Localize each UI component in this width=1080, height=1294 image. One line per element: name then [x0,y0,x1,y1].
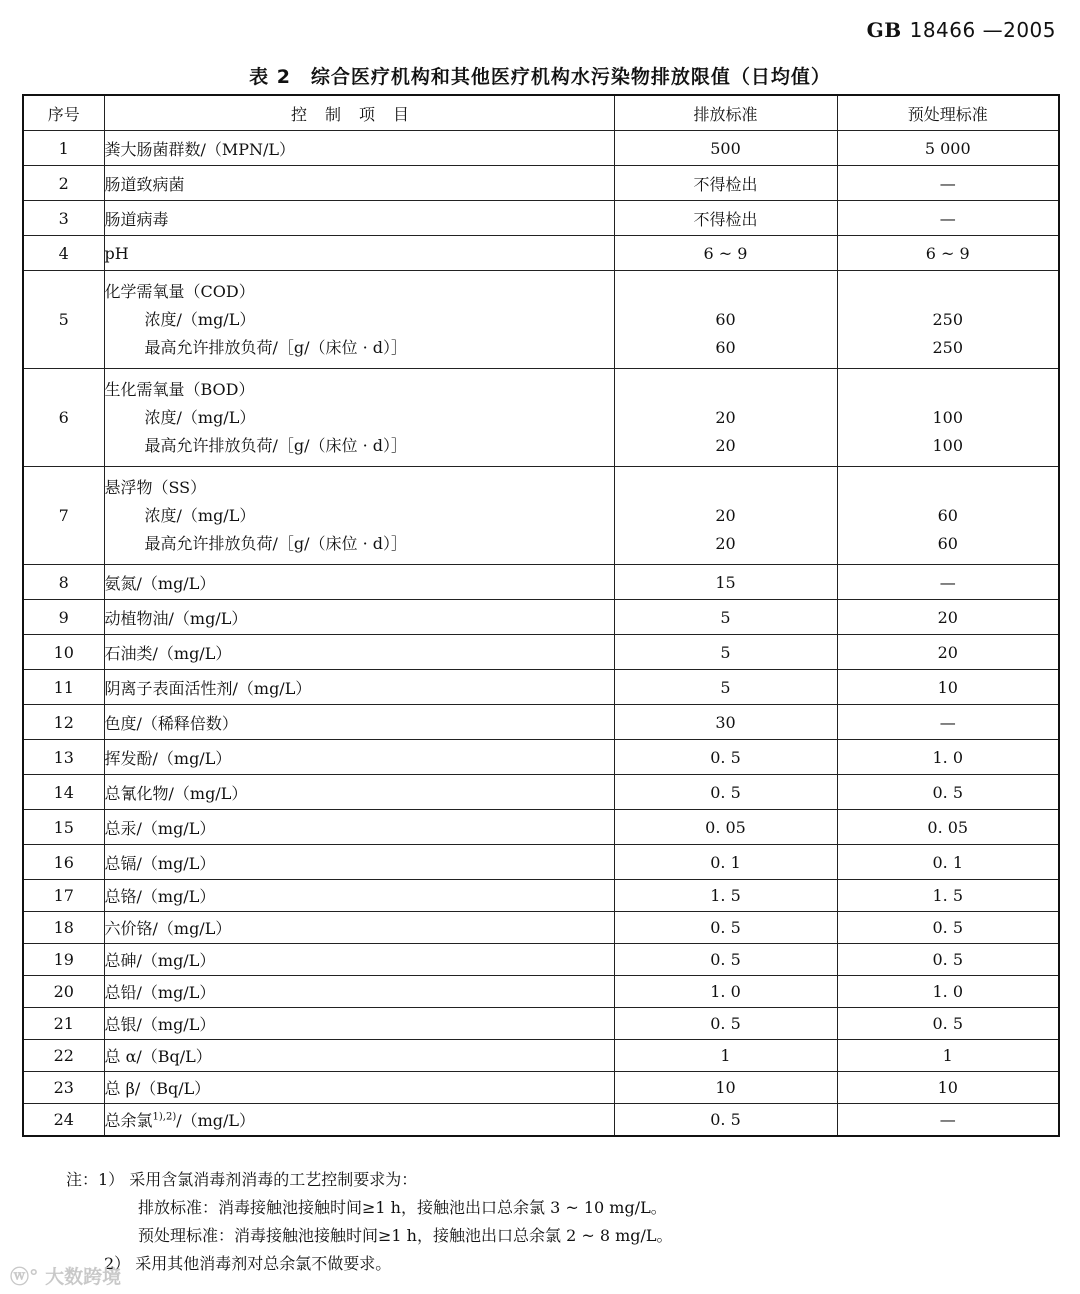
row-pretreat: 0. 5 [837,944,1059,976]
table-row [23,775,1059,810]
row-item: 氨氮/（mg/L） [104,565,614,600]
standard-prefix: GB [866,18,902,42]
table-header-row [23,95,1059,131]
standard-number: 18466 —2005 [909,18,1056,42]
row-pretreat: — [837,201,1059,236]
row-pretreat: 10 [837,1072,1059,1104]
row-item: 总镉/（mg/L） [104,845,614,880]
table-row [23,705,1059,740]
row-pretreat: 0. 5 [837,912,1059,944]
blank-line [838,278,1059,306]
row-item [104,271,614,369]
row-seq: 6 [23,369,104,467]
weibo-logo-icon: ⓦ° [10,1266,39,1288]
row-seq: 18 [23,912,104,944]
item-label: 生化需氧量（BOD） [104,379,255,399]
row-item [104,1104,614,1136]
row-seq: 21 [23,1008,104,1040]
table-row [23,944,1059,976]
table-row [23,236,1059,271]
row-pretreat: — [837,565,1059,600]
header-seq: 序号 [23,95,104,131]
sub-pretreat-value: 100 [932,407,964,427]
note-1b: 预处理标准：消毒接触池接触时间≥1 h，接触池出口总余氯 2 ~ 8 mg/L。 [138,1226,673,1245]
row-emission: 500 [614,131,837,166]
row-emission: 0. 5 [614,740,837,775]
blank-line [615,278,837,306]
blank-line [615,474,837,502]
row-emission [614,271,837,369]
sub-item-label: 浓度/（mg/L） [144,505,256,525]
table-row [23,271,1059,369]
blank-line [615,376,837,404]
row-seq: 2 [23,166,104,201]
row-emission: 10 [614,1072,837,1104]
table-row [23,635,1059,670]
sub-pretreat-value: 250 [932,309,964,329]
row-emission: 0. 05 [614,810,837,845]
note-1: 注：1） 采用含氯消毒剂消毒的工艺控制要求为： [66,1170,418,1189]
table-row [23,1072,1059,1104]
row-seq: 10 [23,635,104,670]
table-row [23,1008,1059,1040]
row-item: 总 β/（Bq/L） [104,1072,614,1104]
note-ref: 1),2) [152,1111,177,1123]
sub-emission-value: 60 [715,337,736,357]
table-row [23,1040,1059,1072]
row-seq: 14 [23,775,104,810]
row-seq: 17 [23,880,104,912]
row-emission: 5 [614,670,837,705]
row-item: 肠道致病菌 [104,166,614,201]
table-row [23,201,1059,236]
table-row [23,810,1059,845]
row-emission: 0. 5 [614,944,837,976]
row-pretreat: 1. 5 [837,880,1059,912]
row-pretreat: 20 [837,635,1059,670]
row-emission: 0. 5 [614,775,837,810]
row-item: 石油类/（mg/L） [104,635,614,670]
item-label: 悬浮物（SS） [104,477,207,497]
row-pretreat: 1. 0 [837,740,1059,775]
standard-code [867,18,1056,42]
item-label: 化学需氧量（COD） [104,281,255,301]
row-seq: 4 [23,236,104,271]
sub-pretreat-value: 100 [932,435,964,455]
row-item: 肠道病毒 [104,201,614,236]
row-pretreat: 5 000 [837,131,1059,166]
table-title: 表 2 综合医疗机构和其他医疗机构水污染物排放限值（日均值） [249,66,831,88]
row-pretreat: 0. 5 [837,775,1059,810]
row-item [104,369,614,467]
row-seq: 15 [23,810,104,845]
sub-pretreat-value: 60 [937,505,958,525]
watermark [10,1262,121,1289]
row-seq: 16 [23,845,104,880]
table-row [23,565,1059,600]
row-item: 动植物油/（mg/L） [104,600,614,635]
row-emission: 1 [614,1040,837,1072]
row-item: 阴离子表面活性剂/（mg/L） [104,670,614,705]
row-emission: 30 [614,705,837,740]
row-pretreat: 20 [837,600,1059,635]
row-emission: 1. 5 [614,880,837,912]
row-item: 六价铬/（mg/L） [104,912,614,944]
note-1a: 排放标准：消毒接触池接触时间≥1 h，接触池出口总余氯 3 ~ 10 mg/L。 [138,1198,667,1217]
sub-emission-value: 20 [715,435,736,455]
row-pretreat: — [837,705,1059,740]
sub-emission-value: 20 [715,407,736,427]
emission-limits-table [22,94,1060,1137]
row-pretreat [837,467,1059,565]
table-row [23,1104,1059,1136]
row-emission: 不得检出 [614,166,837,201]
sub-item-label: 最高允许排放负荷/［g/（床位 · d）］ [144,533,408,553]
row-pretreat: 0. 5 [837,1008,1059,1040]
row-pretreat: 1 [837,1040,1059,1072]
table-row [23,912,1059,944]
table-row [23,166,1059,201]
table-row [23,369,1059,467]
table-row [23,740,1059,775]
blank-line [838,376,1059,404]
row-emission [614,467,837,565]
row-emission: 6 ~ 9 [614,236,837,271]
row-item: 总砷/（mg/L） [104,944,614,976]
row-emission: 0. 5 [614,1104,837,1136]
sub-item-label: 浓度/（mg/L） [144,407,256,427]
table-row [23,600,1059,635]
row-seq: 24 [23,1104,104,1136]
table-row [23,976,1059,1008]
row-item: 总汞/（mg/L） [104,810,614,845]
table-row [23,845,1059,880]
row-item: 粪大肠菌群数/（MPN/L） [104,131,614,166]
row-emission: 5 [614,635,837,670]
sub-emission-value: 20 [715,533,736,553]
table-row [23,670,1059,705]
row-emission [614,369,837,467]
row-item [104,467,614,565]
table-row [23,131,1059,166]
item-unit: /（mg/L） [176,1110,256,1130]
sub-item-label: 最高允许排放负荷/［g/（床位 · d）］ [144,435,408,455]
row-pretreat: — [837,1104,1059,1136]
row-item: pH [104,236,614,271]
row-item: 总银/（mg/L） [104,1008,614,1040]
row-seq: 5 [23,271,104,369]
table-row [23,880,1059,912]
blank-line [838,474,1059,502]
row-emission: 5 [614,600,837,635]
row-seq: 13 [23,740,104,775]
header-emission: 排放标准 [614,95,837,131]
row-pretreat: 0. 1 [837,845,1059,880]
row-pretreat: 0. 05 [837,810,1059,845]
row-item: 总氰化物/（mg/L） [104,775,614,810]
sub-pretreat-value: 60 [937,533,958,553]
row-emission: 1. 0 [614,976,837,1008]
row-pretreat [837,271,1059,369]
row-seq: 3 [23,201,104,236]
row-seq: 7 [23,467,104,565]
row-emission: 15 [614,565,837,600]
row-seq: 23 [23,1072,104,1104]
row-pretreat: — [837,166,1059,201]
sub-emission-value: 60 [715,309,736,329]
row-seq: 19 [23,944,104,976]
sub-item-label: 浓度/（mg/L） [144,309,256,329]
header-pretreat: 预处理标准 [837,95,1059,131]
table-body [23,131,1059,1136]
row-seq: 12 [23,705,104,740]
table-row [23,467,1059,565]
row-seq: 22 [23,1040,104,1072]
item-label: 总余氯 [104,1110,153,1130]
row-emission: 不得检出 [614,201,837,236]
row-pretreat: 6 ~ 9 [837,236,1059,271]
note-2: 2） 采用其他消毒剂对总余氯不做要求。 [104,1254,392,1273]
row-item: 总铅/（mg/L） [104,976,614,1008]
row-seq: 9 [23,600,104,635]
watermark-text: 大数跨境 [45,1266,122,1288]
row-pretreat: 10 [837,670,1059,705]
row-emission: 0. 1 [614,845,837,880]
header-item: 控制项目 [104,95,614,131]
row-item: 色度/（稀释倍数） [104,705,614,740]
row-emission: 0. 5 [614,1008,837,1040]
notes [66,1166,1046,1278]
row-seq: 20 [23,976,104,1008]
row-item: 挥发酚/（mg/L） [104,740,614,775]
sub-item-label: 最高允许排放负荷/［g/（床位 · d）］ [144,337,408,357]
row-pretreat [837,369,1059,467]
row-emission: 0. 5 [614,912,837,944]
sub-emission-value: 20 [715,505,736,525]
row-item: 总铬/（mg/L） [104,880,614,912]
row-seq: 1 [23,131,104,166]
row-item: 总 α/（Bq/L） [104,1040,614,1072]
row-seq: 11 [23,670,104,705]
row-seq: 8 [23,565,104,600]
sub-pretreat-value: 250 [932,337,964,357]
row-pretreat: 1. 0 [837,976,1059,1008]
